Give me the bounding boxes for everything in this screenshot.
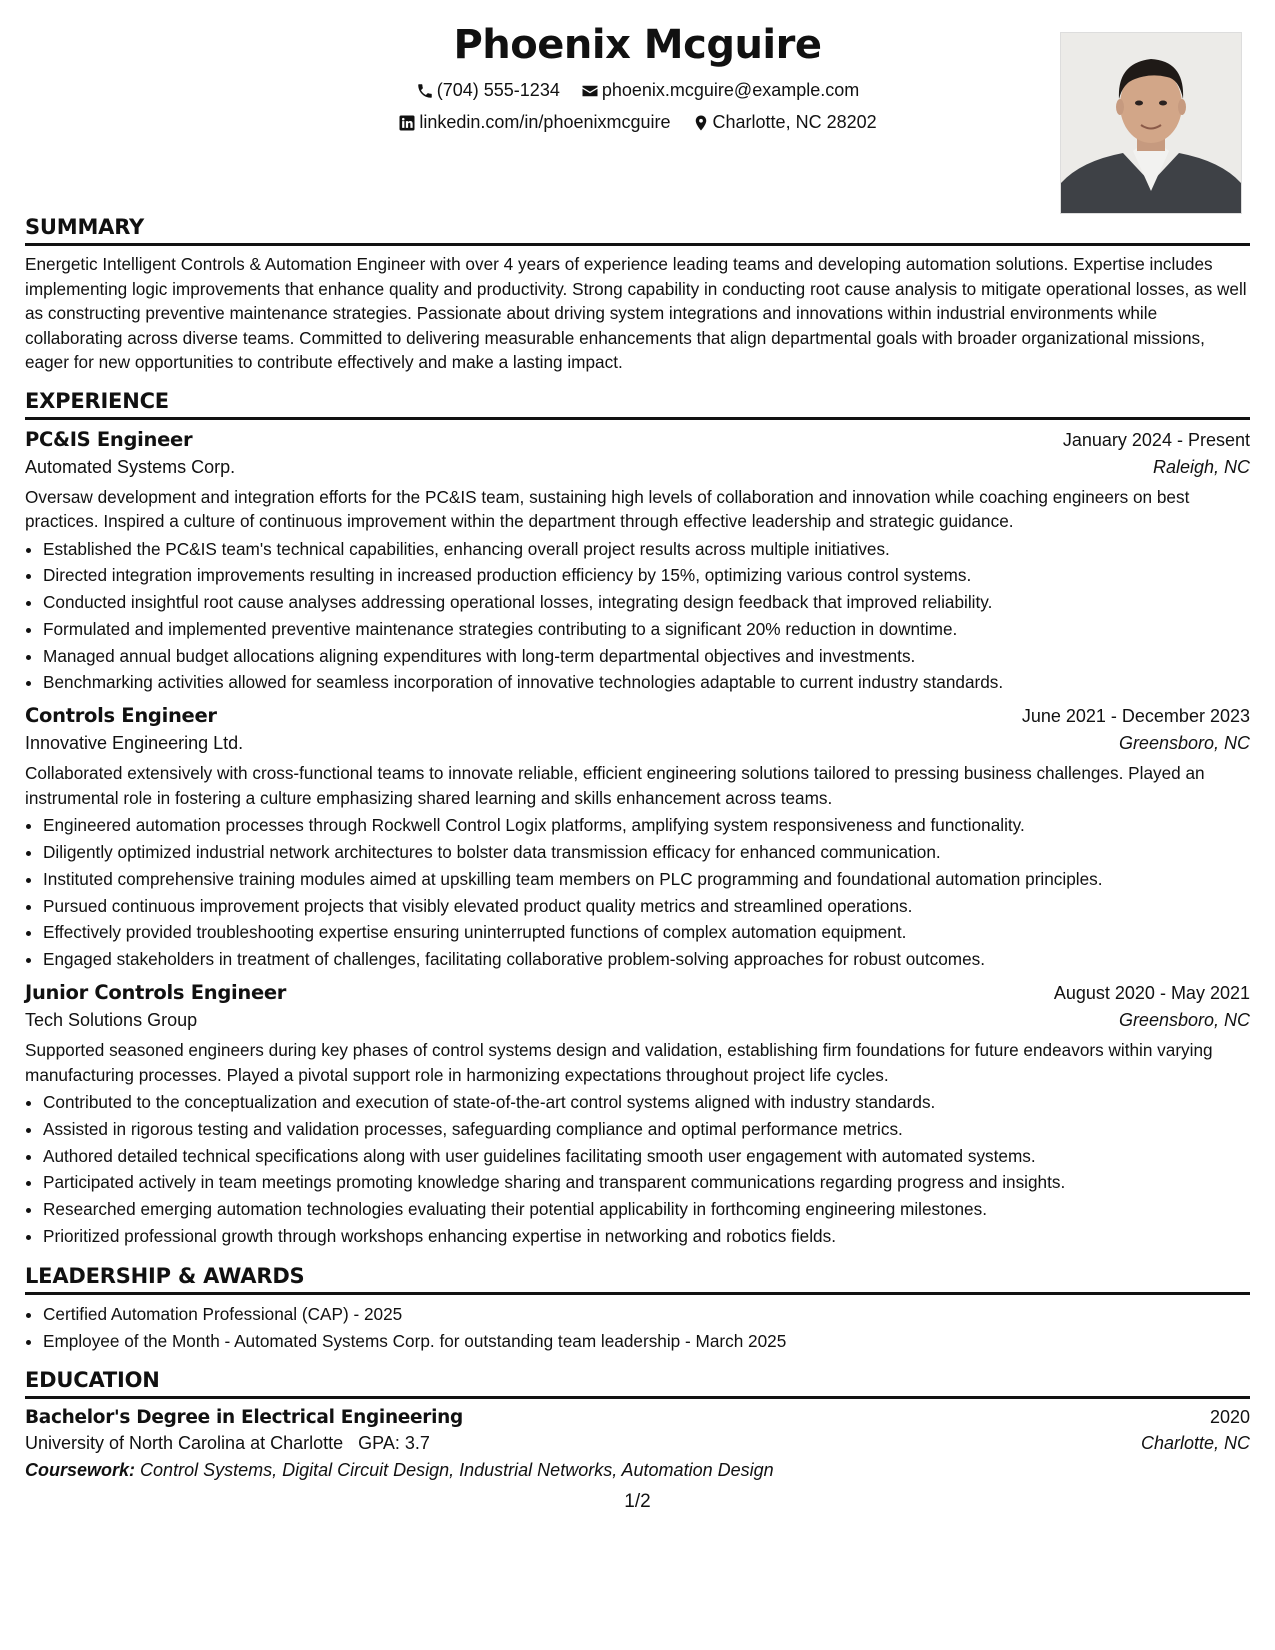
candidate-name: Phoenix Mcguire	[453, 22, 822, 68]
education-section	[25, 1368, 1250, 1481]
school-name: University of North Carolina at Charlotte	[25, 1433, 344, 1454]
graduation-year: 2020	[1209, 1407, 1250, 1428]
summary-text: Energetic Intelligent Controls & Automation Engineer with over 4 years of experience leading teams and developing automation solutions. Expertise includes implementing logic improvements that enhance quality and productivity. Strong capability in conducting root cause analysis to mitigate operational losses, as well as constructing preventive maintenance strategies. Passionate about driving system integrations and innovations within industrial environments while collaborating across diverse teams. Committed to delivering measurable enhancements that align departmental goals with broader organizational missions, eager for new opportunities to contribute effectively and make a lasting impact.	[25, 254, 1247, 372]
job-title: Junior Controls Engineer	[25, 981, 287, 1005]
phone-icon	[416, 82, 434, 100]
school-line	[25, 1433, 430, 1454]
job-dates: August 2020 - May 2021	[1053, 983, 1250, 1004]
company-name: Automated Systems Corp.	[25, 456, 236, 477]
job-location: Greensboro, NC	[1118, 1010, 1250, 1031]
resume-page	[25, 0, 1250, 1513]
list-item: • Established the PC&IS team's technical capabilities, enhancing overall project results across multiple initiatives.	[43, 536, 1250, 563]
list-item: • Engineered automation processes through Rockwell Control Logix platforms, amplifying system responsiveness and functionality.	[43, 812, 1250, 839]
page-number: 1/2	[624, 1491, 651, 1513]
contact-location	[692, 112, 877, 133]
job-description: Oversaw development and integration efforts for the PC&IS team, sustaining high levels of collaboration and innovation while coaching engineers on best practices. Inspired a culture of continuous improvement within the department through effective leadership and strategic guidance.	[25, 486, 1190, 531]
summary-section	[25, 215, 1250, 375]
map-pin-icon	[692, 114, 710, 132]
list-item: • Conducted insightful root cause analyses addressing operational losses, integrating design feedback that improved reliability.	[43, 589, 1250, 616]
list-item: • Participated actively in team meetings promoting knowledge sharing and transparent communications regarding progress and insights.	[43, 1169, 1250, 1196]
job-location: Greensboro, NC	[1118, 733, 1250, 754]
job-dates: June 2021 - December 2023	[1021, 706, 1250, 727]
awards-list	[25, 1301, 1250, 1355]
job-bullets	[25, 1089, 1250, 1250]
job-entry	[25, 981, 1250, 1250]
list-item: • Engaged stakeholders in treatment of challenges, facilitating collaborative problem-solving approaches for robust outcomes.	[43, 946, 1250, 973]
contact-phone[interactable]	[416, 80, 560, 101]
envelope-icon	[581, 82, 599, 100]
coursework-label: Coursework:	[25, 1460, 136, 1481]
coursework-line	[25, 1460, 1250, 1481]
list-item: • Authored detailed technical specifications along with user guidelines facilitating smooth user engagement with automated systems.	[43, 1143, 1250, 1170]
job-description: Collaborated extensively with cross-functional teams to innovate reliable, efficient engineering solutions tailored to pressing business challenges. Played an instrumental role in fostering a culture emphasizing shared learning and skills enhancement across teams.	[25, 763, 1205, 808]
school-location: Charlotte, NC	[1140, 1433, 1250, 1454]
leadership-section	[25, 1264, 1250, 1355]
company-name: Tech Solutions Group	[25, 1010, 198, 1031]
experience-heading: EXPERIENCE	[25, 389, 1250, 420]
job-title: Controls Engineer	[25, 704, 217, 728]
portrait-image	[1061, 33, 1241, 213]
education-heading: EDUCATION	[25, 1368, 1250, 1399]
list-item: • Certified Automation Professional (CAP) - 2025	[43, 1301, 1250, 1328]
job-entry	[25, 704, 1250, 973]
gpa: GPA: 3.7	[358, 1433, 430, 1454]
degree-title: Bachelor's Degree in Electrical Engineering	[25, 1407, 463, 1429]
linkedin-text: linkedin.com/in/phoenixmcguire	[419, 112, 671, 132]
list-item: • Effectively provided troubleshooting expertise ensuring uninterrupted functions of complex automation equipment.	[43, 919, 1250, 946]
email-text: phoenix.mcguire@example.com	[601, 80, 860, 100]
resume-header	[25, 0, 1250, 215]
leadership-heading: LEADERSHIP & AWARDS	[25, 1264, 1250, 1295]
list-item: • Employee of the Month - Automated Systems Corp. for outstanding team leadership - March 2025	[43, 1328, 1250, 1355]
job-bullets	[25, 536, 1250, 697]
list-item: • Prioritized professional growth through workshops enhancing expertise in networking and robotics fields.	[43, 1223, 1250, 1250]
list-item: • Pursued continuous improvement projects that visibly elevated product quality metrics and streamlined operations.	[43, 893, 1250, 920]
experience-section	[25, 389, 1250, 1250]
list-item: • Diligently optimized industrial network architectures to bolster data transmission efficacy for enhanced communication.	[43, 839, 1250, 866]
job-location: Raleigh, NC	[1152, 456, 1250, 477]
linkedin-icon	[398, 114, 416, 132]
summary-heading: SUMMARY	[25, 215, 1250, 246]
job-entry	[25, 428, 1250, 697]
list-item: • Instituted comprehensive training modules aimed at upskilling team members on PLC programming and foundational automation principles.	[43, 866, 1250, 893]
list-item: • Contributed to the conceptualization and execution of state-of-the-art control systems aligned with industry standards.	[43, 1089, 1250, 1116]
job-dates: January 2024 - Present	[1062, 429, 1250, 450]
coursework-text: Control Systems, Digital Circuit Design, Industrial Networks, Automation Design	[140, 1460, 774, 1481]
list-item: • Managed annual budget allocations aligning expenditures with long-term departmental objectives and investments.	[43, 643, 1250, 670]
list-item: • Formulated and implemented preventive maintenance strategies contributing to a significant 20% reduction in downtime.	[43, 616, 1250, 643]
phone-text: (704) 555-1234	[436, 80, 560, 100]
list-item: • Researched emerging automation technologies evaluating their potential applicability in forthcoming engineering milestones.	[43, 1196, 1250, 1223]
company-name: Innovative Engineering Ltd.	[25, 733, 244, 754]
contact-email[interactable]	[581, 80, 859, 101]
location-text: Charlotte, NC 28202	[712, 112, 877, 132]
list-item: • Directed integration improvements resulting in increased production efficiency by 15%, optimizing various control systems.	[43, 562, 1250, 589]
list-item: • Assisted in rigorous testing and validation processes, safeguarding compliance and optimal performance metrics.	[43, 1116, 1250, 1143]
job-title: PC&IS Engineer	[25, 427, 193, 451]
list-item: • Benchmarking activities allowed for seamless incorporation of innovative technologies adaptable to current industry standards.	[43, 669, 1250, 696]
contact-linkedin[interactable]	[398, 112, 670, 133]
job-description: Supported seasoned engineers during key phases of control systems design and validation, establishing firm foundations for future endeavors within varying manufacturing processes. Played a pivotal support role in harmonizing expectations throughout project life cycles.	[25, 1040, 1213, 1085]
job-bullets	[25, 812, 1250, 973]
profile-photo	[1060, 32, 1242, 214]
